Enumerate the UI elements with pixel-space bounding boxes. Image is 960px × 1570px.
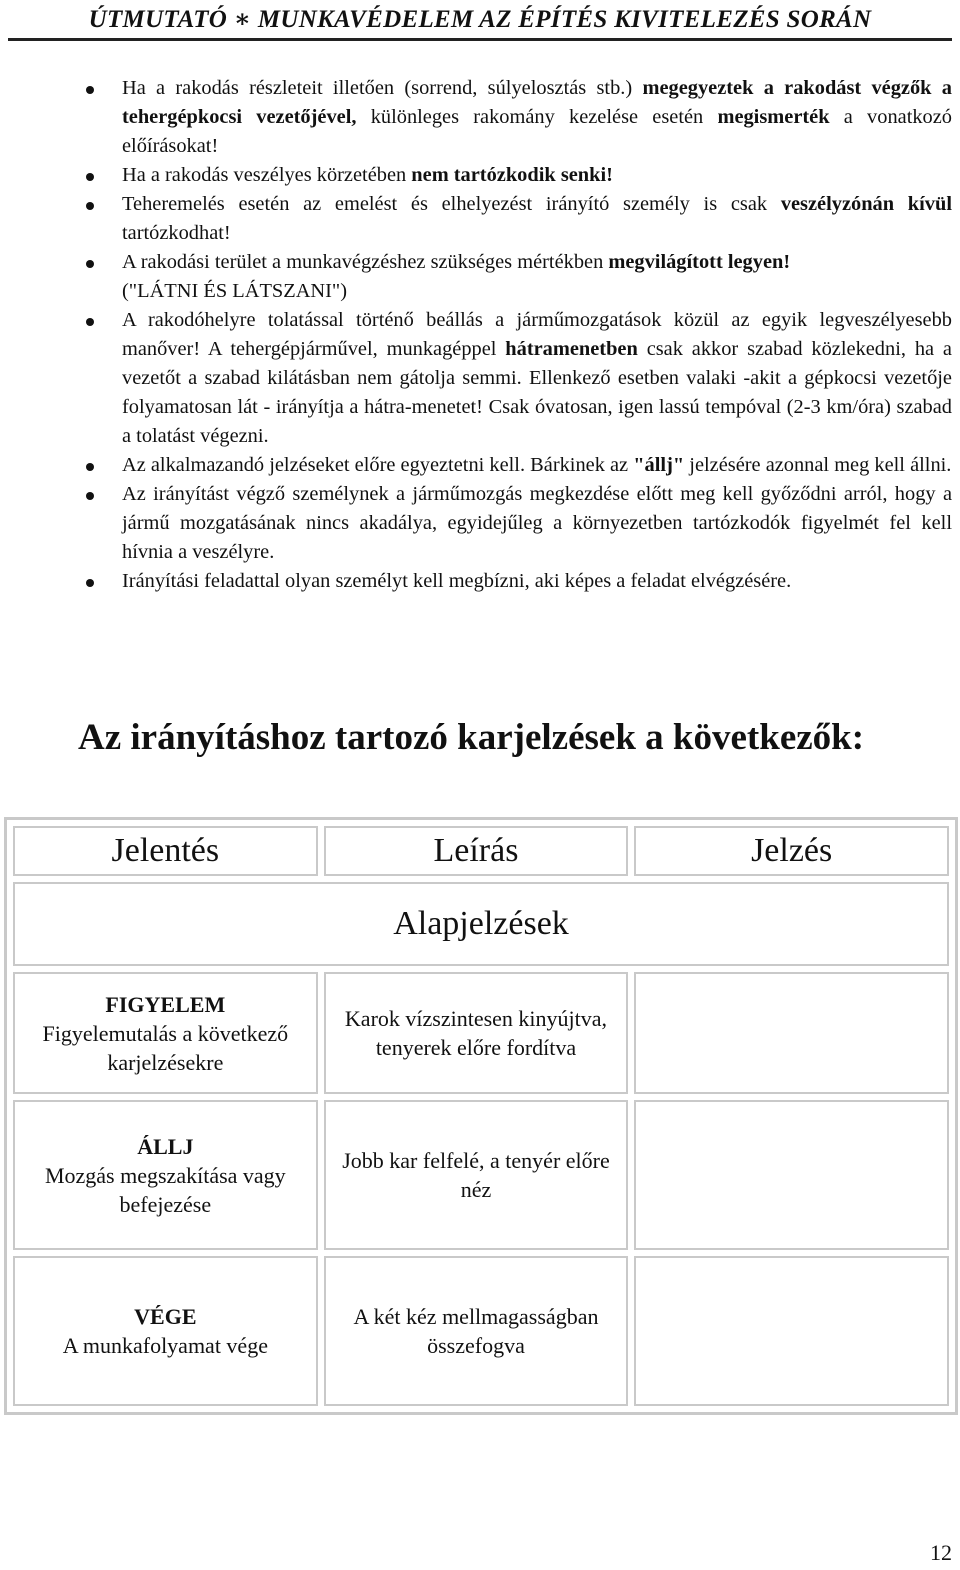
page-number: 12 bbox=[930, 1540, 952, 1565]
table-row bbox=[13, 1100, 949, 1250]
list-item-continuation: ("LÁTNI ÉS LÁTSZANI") bbox=[122, 280, 348, 302]
table-header-row bbox=[13, 826, 949, 876]
signal-image-cell bbox=[634, 1100, 949, 1250]
header-signal: Jelzés bbox=[634, 826, 949, 876]
body-text: a vonatkozó előírásokat! bbox=[122, 106, 952, 157]
description-cell: Jobb kar felfelé, a tenyér előre néz bbox=[324, 1100, 629, 1250]
signal-meaning: A munkafolyamat vége bbox=[62, 1333, 268, 1358]
signal-image-cell bbox=[634, 1256, 949, 1406]
body-text: A rakodóhelyre tolatással történő beállás a járműmozgatások közül az egyik legveszélyesebb manőver! A tehergépjárművel, munkagéppel bbox=[122, 309, 952, 360]
header-description: Leírás bbox=[324, 826, 629, 876]
body-text: Az alkalmazandó jelzéseket előre egyeztetni kell. Bárkinek az bbox=[122, 454, 634, 476]
signal-meaning: Figyelemutalás a következő karjelzésekre bbox=[42, 1020, 289, 1075]
list-item bbox=[78, 248, 952, 277]
signal-title: VÉGE bbox=[134, 1304, 197, 1329]
signal-title: ÁLLJ bbox=[137, 1133, 194, 1159]
body-text: Irányítási feladattal olyan személyt kell megbízni, aki képes a feladat elvégzésére. bbox=[122, 570, 792, 592]
emphasis-text: hátramenetben bbox=[505, 338, 638, 360]
description-cell: Karok vízszintesen kinyújtva, tenyerek előre fordítva bbox=[324, 972, 629, 1094]
meaning-cell bbox=[13, 1256, 318, 1406]
header-title-right: MUNKAVÉDELEM AZ ÉPÍTÉS KIVITELEZÉS SORÁN bbox=[257, 6, 872, 33]
emphasis-text: megegyeztek a rakodást végzők a tehergépkocsi vezetőjével, bbox=[122, 77, 952, 128]
body-text: A rakodási terület a munkavégzéshez szükséges mértékben bbox=[122, 251, 609, 273]
table-row bbox=[13, 1256, 949, 1406]
list-item bbox=[78, 161, 952, 190]
header-meaning: Jelentés bbox=[13, 826, 318, 876]
signal-title: FIGYELEM bbox=[105, 991, 226, 1017]
meaning-cell bbox=[13, 1100, 318, 1250]
body-text: Ha a rakodás részleteit illetően (sorrend, súlyelosztás stb.) bbox=[122, 77, 643, 99]
section-row bbox=[13, 882, 949, 966]
meaning-cell bbox=[13, 972, 318, 1094]
list-item bbox=[78, 306, 952, 451]
body-text: Ha a rakodás veszélyes körzetében bbox=[122, 164, 412, 186]
list-item bbox=[78, 190, 952, 248]
emphasis-text: megvilágított legyen! bbox=[608, 251, 791, 273]
header-separator: ∗ bbox=[233, 6, 252, 33]
body-text: tartózkodhat! bbox=[122, 222, 231, 244]
table-row bbox=[13, 972, 949, 1094]
hand-signals-table bbox=[4, 817, 958, 1415]
signal-image-cell bbox=[634, 972, 949, 1094]
body-text: csak akkor szabad közlekedni, ha a vezetőt a szabad kilátásban nem gátolja semmi. Ellenkező esetben valaki -akit a gépkocsi vezetője folyamatosan lát - irányítja a hátra-menetet! Csak óvatosan, igen lassú tempóval (2-3 km/óra) szabad a tolatást végezni. bbox=[122, 338, 952, 447]
page-header bbox=[8, 2, 952, 41]
body-text: Teheremelés esetén az emelést és elhelyezést irányító személy is csak bbox=[122, 193, 781, 215]
emphasis-text: veszélyzónán kívül bbox=[780, 193, 952, 215]
body-text: különleges rakomány kezelése esetén bbox=[356, 106, 718, 128]
body-text: Az irányítást végző személynek a járműmozgás megkezdése előtt meg kell győződni arról, hogy a jármű mozgatásának nincs akadálya, egyidejűleg a környezetben tartózkodók figyelmét fel kell hívnia a veszélyre. bbox=[122, 483, 952, 563]
header-title-left: ÚTMUTATÓ bbox=[88, 6, 228, 33]
signal-meaning: Mozgás megszakítása vagy befejezése bbox=[44, 1162, 286, 1217]
emphasis-text: nem tartózkodik senki! bbox=[411, 164, 613, 186]
list-item bbox=[78, 74, 952, 161]
emphasis-text: megismerték bbox=[717, 106, 830, 128]
list-item bbox=[78, 451, 952, 480]
description-cell: A két kéz mellmagasságban összefogva bbox=[324, 1256, 629, 1406]
body-text: jelzésére azonnal meg kell állni. bbox=[684, 454, 952, 476]
safety-rules-list bbox=[78, 74, 952, 596]
section-basic-signals: Alapjelzések bbox=[13, 882, 949, 966]
list-item bbox=[78, 480, 952, 567]
emphasis-text: "állj" bbox=[633, 454, 685, 476]
section-heading: Az irányításhoz tartozó karjelzések a következők: bbox=[78, 717, 865, 758]
list-item bbox=[78, 567, 952, 596]
